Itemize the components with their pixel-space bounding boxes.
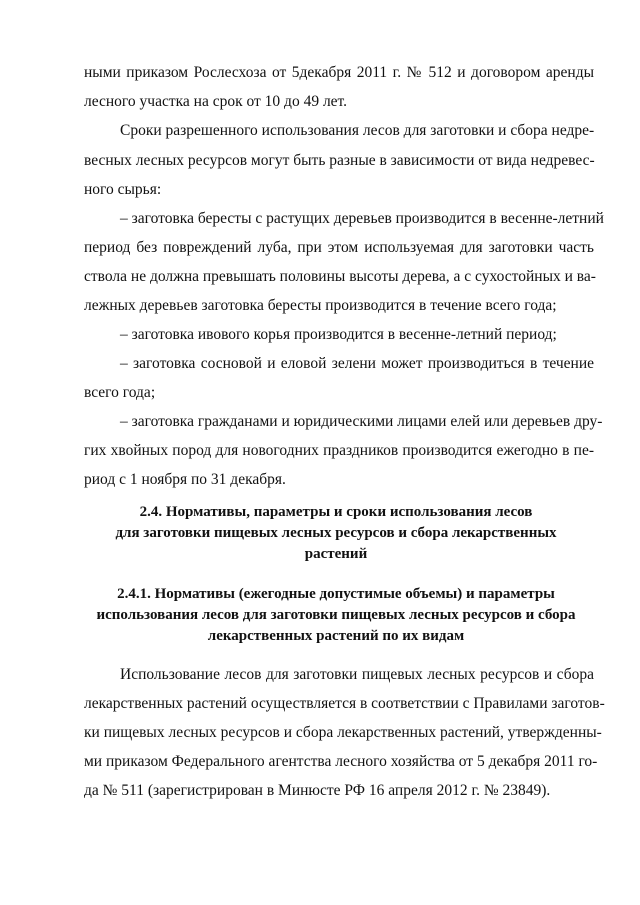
item-birch-bark-line-3: ствола не должна превышать половины высоты дерева, а с сухостойных и ва- — [84, 268, 596, 285]
paragraph-2-line-2: весных лесных ресурсов могут быть разные в зависимости от вида недревес- — [84, 152, 595, 169]
item-christmas-trees-line-1: – заготовка гражданами и юридическими лицами елей или деревьев дру- — [120, 413, 603, 430]
paragraph-1-line-2: лесного участка на срок от 10 до 49 лет. — [84, 93, 348, 110]
paragraph-2-line-1: Сроки разрешенного использования лесов для заготовки и сбора недре- — [120, 122, 595, 139]
item-greenery-line-1: – заготовка сосновой и еловой зелени может производиться в течение — [120, 355, 594, 372]
subsection-heading-line-2: использования лесов для заготовки пищевых лесных ресурсов и сбора — [96, 607, 576, 623]
paragraph-3-line-1: Использование лесов для заготовки пищевых лесных ресурсов и сбора — [120, 666, 594, 683]
section-heading-line-1: 2.4. Нормативы, параметры и сроки использования лесов — [139, 504, 533, 520]
item-christmas-trees-line-3: риод с 1 ноября по 31 декабря. — [84, 471, 286, 488]
paragraph-3-line-2: лекарственных растений осуществляется в соответствии с Правилами заготов- — [84, 695, 605, 712]
section-heading-line-3: растений — [304, 546, 368, 562]
item-willow-bark-line-1: – заготовка ивового корья производится в весенне-летний период; — [120, 326, 557, 343]
item-birch-bark-line-4: лежных деревьев заготовка бересты производится в течение всего года; — [84, 297, 557, 314]
section-heading-line-2: для заготовки пищевых лесных ресурсов и сбора лекарственных — [115, 525, 557, 541]
paragraph-3-line-4: ми приказом Федерального агентства лесного хозяйства от 5 декабря 2011 го- — [84, 753, 598, 770]
item-christmas-trees-line-2: гих хвойных пород для новогодних праздников производится ежегодно в пе- — [84, 442, 594, 459]
subsection-heading-line-1: 2.4.1. Нормативы (ежегодные допустимые объемы) и параметры — [117, 586, 555, 602]
paragraph-2-line-3: ного сырья: — [84, 181, 162, 198]
item-greenery-line-2: всего года; — [84, 384, 156, 401]
subsection-heading-line-3: лекарственных растений по их видам — [207, 628, 465, 644]
paragraph-1-line-1: ными приказом Рослесхоза от 5декабря 2011 г. № 512 и договором аренды — [84, 64, 594, 81]
paragraph-3-line-3: ки пищевых лесных ресурсов и сбора лекарственных растений, утвержденны- — [84, 724, 602, 741]
paragraph-3-line-5: да № 511 (зарегистрирован в Минюсте РФ 16 апреля 2012 г. № 23849). — [84, 782, 551, 799]
item-birch-bark-line-2: период без повреждений луба, при этом используемая для заготовки часть — [84, 239, 594, 256]
item-birch-bark-line-1: – заготовка бересты с растущих деревьев производится в весенне-летний — [120, 210, 604, 227]
